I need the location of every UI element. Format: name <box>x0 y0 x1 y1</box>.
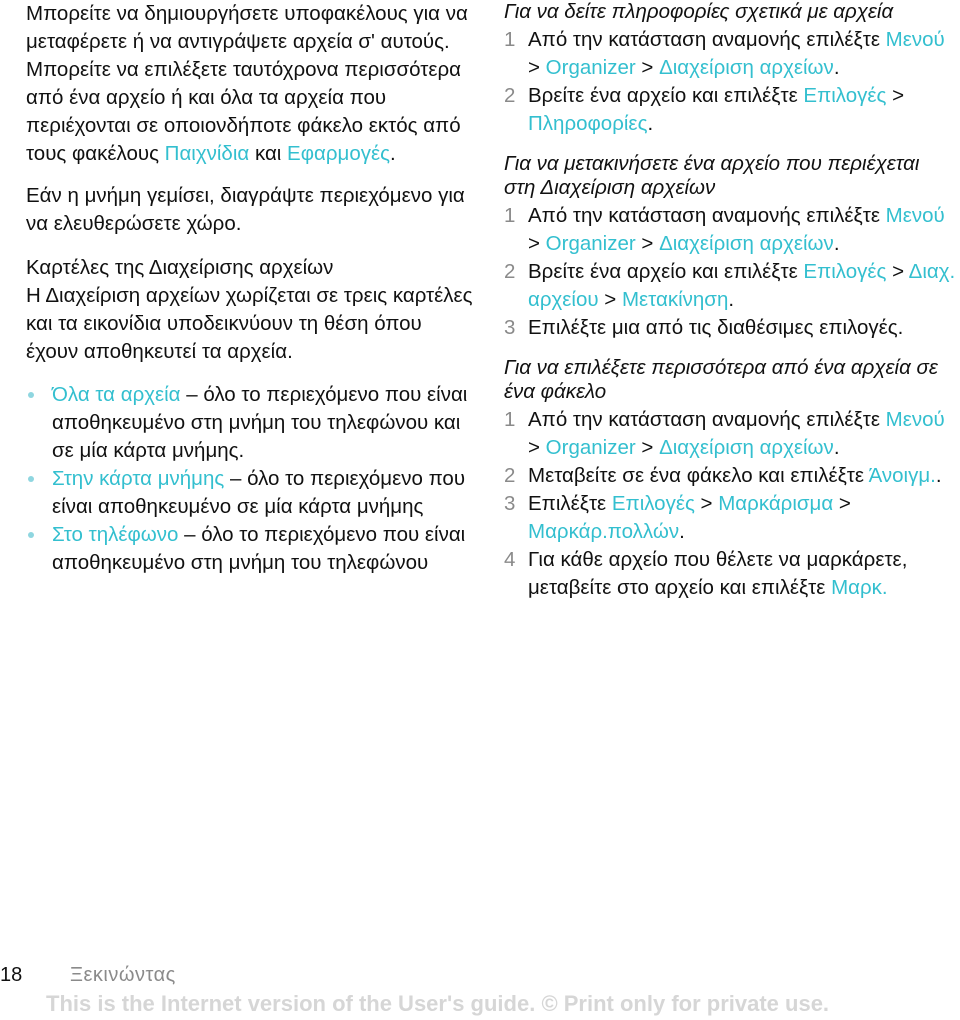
instruction-section <box>504 152 956 342</box>
text-run: Επιλέξτε <box>528 492 612 515</box>
menu-path-term: Organizer <box>545 232 636 255</box>
text-run: Βρείτε ένα αρχείο και επιλέξτε <box>528 84 804 107</box>
menu-path-term: Άνοιγμ. <box>868 464 936 487</box>
tab-phone <box>26 521 476 577</box>
step-item <box>504 546 956 602</box>
step-item <box>504 490 956 546</box>
menu-path-term: Διαχείριση αρχείων <box>659 232 834 255</box>
left-column <box>26 0 476 577</box>
memory-full-paragraph: Εάν η μνήμη γεμίσει, διαγράψτε περιεχόμενο για να ελευθερώσετε χώρο. <box>26 184 465 235</box>
menu-path-term: Εφαρμογές <box>287 142 391 165</box>
text-run: . <box>833 436 840 459</box>
tab-name: Στην κάρτα μνήμης <box>52 467 225 490</box>
tab-name: Στο τηλέφωνο <box>52 523 179 546</box>
menu-path-term: Μενού <box>885 28 945 51</box>
tab-memory-card <box>26 465 476 521</box>
menu-path-term: Πληροφορίες <box>528 112 648 135</box>
text-run: Από την κατάσταση αναμονής επιλέξτε <box>528 28 886 51</box>
text-run: . <box>728 288 735 311</box>
text-run: > <box>528 436 546 459</box>
menu-path-term: Επιλογές <box>611 492 695 515</box>
text-run: Βρείτε ένα αρχείο και επιλέξτε <box>528 260 804 283</box>
section-title: Για να επιλέξετε περισσότερα από ένα αρχεία σε ένα φάκελο <box>504 356 938 403</box>
steps-list <box>504 406 956 602</box>
text-run: Μεταβείτε σε ένα φάκελο και επιλέξτε <box>528 464 869 487</box>
step-item <box>504 82 956 138</box>
text-run: > <box>635 232 660 255</box>
tab-desc: – όλο το περιεχόμενο που είναι αποθηκευμένο στη μνήμη του τηλεφώνου και σε μία κάρτα μνήμης. <box>52 383 468 462</box>
text-run: Για κάθε αρχείο που θέλετε να μαρκάρετε, μεταβείτε στο αρχείο και επιλέξτε <box>528 548 908 599</box>
step-number: 2 <box>504 260 516 283</box>
menu-path-term: Διαχείριση αρχείων <box>659 56 834 79</box>
text-run: > <box>694 492 719 515</box>
text-run: > <box>833 492 851 515</box>
text-run: > <box>528 56 546 79</box>
text-run: > <box>528 232 546 255</box>
tabs-heading: Καρτέλες της Διαχείρισης αρχείων <box>26 256 334 279</box>
text-run: > <box>886 84 905 107</box>
text-run: . <box>647 112 654 135</box>
menu-path-term: Μετακίνηση <box>621 288 729 311</box>
menu-path-term: Μαρκάρισμα <box>718 492 834 515</box>
text-run: > <box>635 436 660 459</box>
tabs-list <box>26 381 476 577</box>
step-number: 3 <box>504 316 516 339</box>
text-run: . <box>679 520 685 543</box>
intro-paragraph <box>26 0 476 168</box>
tab-all-files <box>26 381 476 465</box>
step-item <box>504 202 956 258</box>
instruction-section <box>504 356 956 602</box>
step-number: 4 <box>504 548 516 571</box>
step-item <box>504 26 956 82</box>
step-number: 1 <box>504 204 516 227</box>
text-run: . <box>833 232 840 255</box>
tabs-description: Η Διαχείριση αρχείων χωρίζεται σε τρεις καρτέλες και τα εικονίδια υποδεικνύουν τη θέση όπου έχουν αποθηκευτεί τα αρχεία. <box>26 284 473 363</box>
text-run: Από την κατάσταση αναμονής επιλέξτε <box>528 408 886 431</box>
text-run: Από την κατάσταση αναμονής επιλέξτε <box>528 204 886 227</box>
section-title: Για να μετακινήσετε ένα αρχείο που περιέχεται στη Διαχείριση αρχείων <box>504 152 920 199</box>
menu-path-term: Organizer <box>545 436 636 459</box>
menu-path-term: Διαχ. αρχείου <box>528 260 956 311</box>
step-number: 1 <box>504 408 516 431</box>
print-notice: This is the Internet version of the User's guide. © Print only for private use. <box>46 991 830 1016</box>
text-run: . <box>390 142 396 165</box>
right-column <box>504 0 956 616</box>
text-run: > <box>598 288 622 311</box>
menu-path-term: Μαρκ. <box>831 576 888 599</box>
step-item <box>504 462 956 490</box>
step-number: 3 <box>504 492 516 515</box>
section-title: Για να δείτε πληροφορίες σχετικά με αρχεία <box>504 0 894 23</box>
tab-desc: – όλο το περιεχόμενο που είναι αποθηκευμένο στη μνήμη του τηλεφώνου <box>52 523 466 574</box>
step-item <box>504 314 956 342</box>
text-run: > <box>886 260 909 283</box>
text-run: Επιλέξτε μια από τις διαθέσιμες επιλογές. <box>528 316 904 339</box>
menu-path-term: Διαχείριση αρχείων <box>659 436 834 459</box>
menu-path-term: Επιλογές <box>803 84 887 107</box>
menu-path-term: Επιλογές <box>803 260 887 283</box>
steps-list <box>504 202 956 342</box>
text-run: . <box>833 56 840 79</box>
tab-name: Όλα τα αρχεία <box>52 383 181 406</box>
section-name: Ξεκινώντας <box>70 964 176 986</box>
step-number: 2 <box>504 464 516 487</box>
text-run: . <box>935 464 942 487</box>
step-item <box>504 258 956 314</box>
menu-path-term: Μενού <box>885 408 945 431</box>
menu-path-term: Παιχνίδια <box>164 142 250 165</box>
text-run: > <box>635 56 660 79</box>
tab-desc: – όλο το περιεχόμενο που είναι αποθηκευμένο σε μία κάρτα μνήμης <box>52 467 466 518</box>
menu-path-term: Organizer <box>545 56 636 79</box>
step-item <box>504 406 956 462</box>
text-run: Μπορείτε να δημιουργήσετε υποφακέλους για να μεταφέρετε ή να αντιγράψετε αρχεία σ' αυτούς. Μπορείτε να επιλέξετε ταυτόχρονα περισσότερα από ένα αρχείο ή και όλα τα αρχεία που περιέχονται σε οποιονδήποτε φάκελο εκτός από τους φακέλους <box>26 2 468 165</box>
menu-path-term: Μαρκάρ.πολλών <box>528 520 680 543</box>
text-run: και <box>249 142 288 165</box>
page-number: 18 <box>0 964 23 986</box>
menu-path-term: Μενού <box>885 204 945 227</box>
steps-list <box>504 26 956 138</box>
step-number: 1 <box>504 28 516 51</box>
instruction-section <box>504 0 956 138</box>
step-number: 2 <box>504 84 516 107</box>
